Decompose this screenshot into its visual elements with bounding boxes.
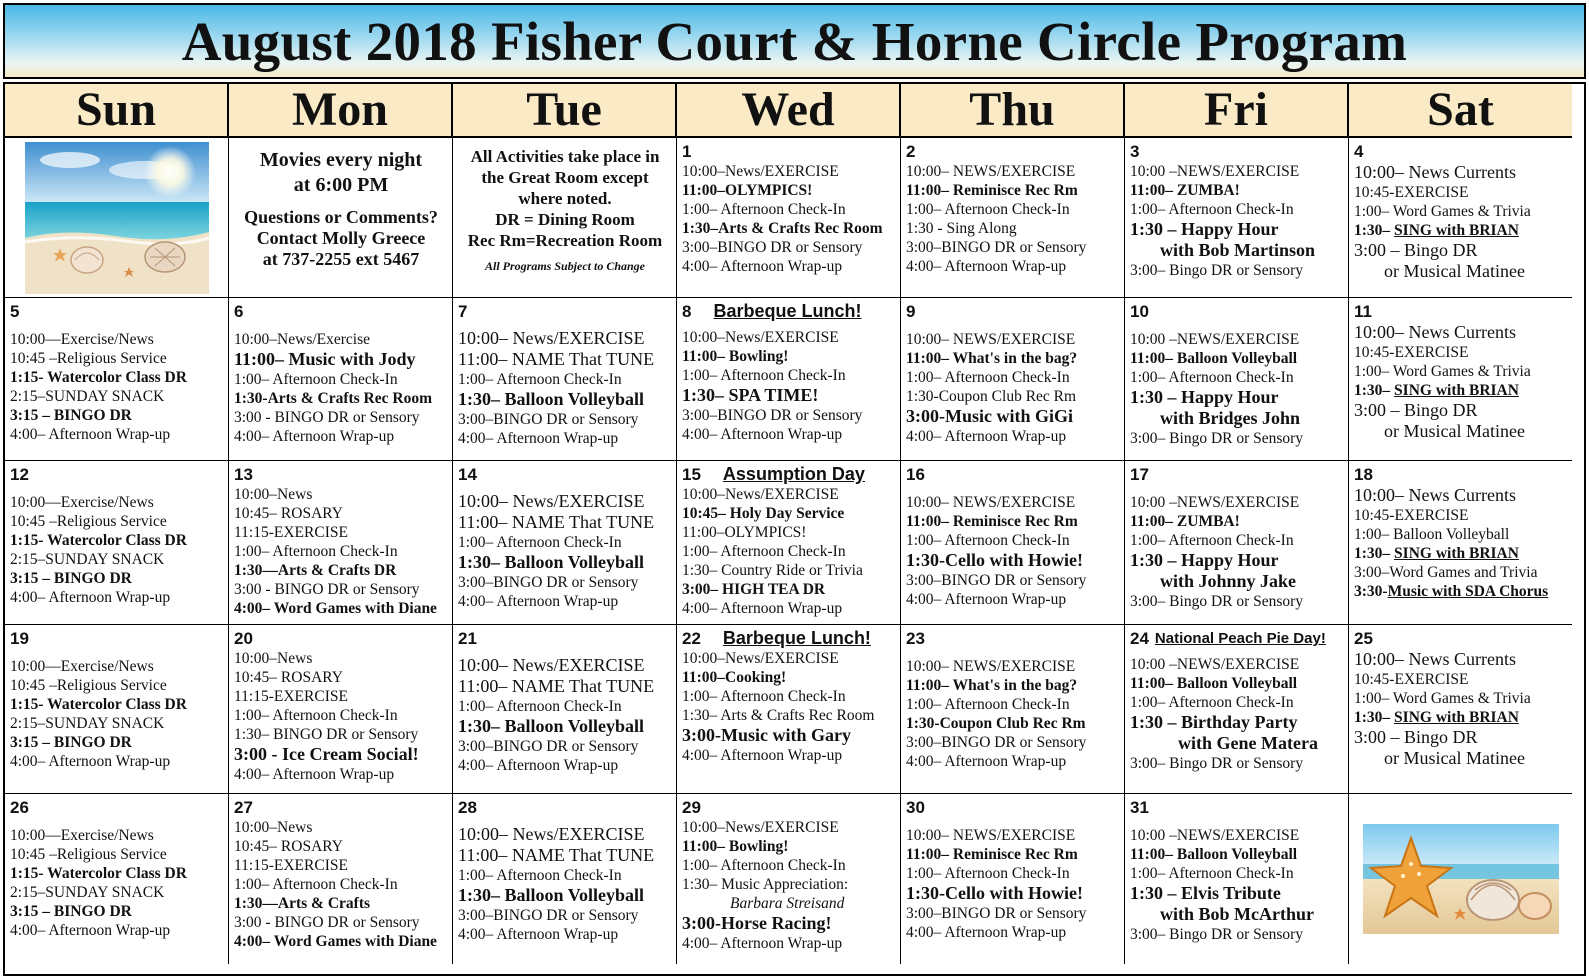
activity-line: 3:00–BINGO DR or Sensory (458, 411, 639, 428)
activity-line: 10:00– News Currents (1354, 322, 1516, 342)
activity-line: with Bob McArthur (1160, 904, 1314, 924)
activity-line: 10:00– NEWS/EXERCISE (906, 658, 1076, 675)
activity-line: or Musical Matinee (1384, 421, 1525, 441)
activity-line: 3:00– Bingo DR or Sensory (1130, 755, 1304, 772)
activity-line: 3:00– Bingo DR or Sensory (1130, 593, 1304, 610)
activity-line: 1:30– Balloon Volleyball (458, 552, 645, 572)
activity-line: 11:00– What's in the bag? (906, 350, 1078, 367)
activity-line: 2:15–SUNDAY SNACK (10, 884, 165, 901)
activity-line: 3:00–BINGO DR or Sensory (682, 239, 863, 256)
activity-line: 11:00–OLYMPICS! (682, 524, 807, 541)
activity-line: 1:30– BINGO DR or Sensory (234, 726, 419, 743)
info-movies-line3: Questions or Comments? (244, 207, 438, 227)
activity-line: Barbara Streisand (730, 895, 845, 912)
activity-line: 1:00– Afternoon Check-In (234, 876, 398, 893)
activity-line: 3:00–BINGO DR or Sensory (906, 572, 1087, 589)
day-number: 15 (682, 465, 701, 484)
day-cell-23 (901, 625, 1125, 794)
activity-line: 1:30– (1354, 709, 1395, 726)
activity-line: 1:30-Coupon Club Rec Rm (906, 715, 1086, 732)
calendar-grid (3, 82, 1586, 976)
activity-line: 1:30 – Birthday Party (1130, 712, 1298, 732)
activity-line: 1:00– Afternoon Check-In (906, 532, 1070, 549)
activity-line: 11:00– ZUMBA! (1130, 513, 1240, 530)
day-number: 13 (234, 465, 253, 484)
day-cell-1 (677, 138, 901, 298)
activity-line: 3:15 – BINGO DR (10, 734, 132, 751)
activity-line: 10:00– News Currents (1354, 485, 1516, 505)
activity-line: 10:00– NEWS/EXERCISE (906, 331, 1076, 348)
activity-line: 11:00– Balloon Volleyball (1130, 846, 1298, 863)
activity-line: 10:45 –Religious Service (10, 846, 167, 863)
activity-line: 3:00 - BINGO DR or Sensory (234, 581, 420, 598)
activity-line: 4:00– Afternoon Wrap-up (682, 747, 843, 764)
activity-line: 1:30 - Sing Along (906, 220, 1017, 237)
activity-line: 3:00 - BINGO DR or Sensory (234, 914, 420, 931)
day-cell-8 (677, 298, 901, 461)
activity-line: 1:30– Country Ride or Trivia (682, 562, 863, 579)
activity-line: 1:00– Afternoon Check-In (1130, 865, 1294, 882)
activity-line: 11:00– NAME That TUNE (458, 512, 655, 532)
day-number: 4 (1354, 142, 1364, 161)
activity-line: 1:00– Afternoon Check-In (906, 369, 1070, 386)
day-header-sat: Sat (1349, 84, 1572, 138)
activity-line: with Bob Martinson (1160, 240, 1316, 260)
activity-line: 10:45-EXERCISE (1354, 507, 1469, 524)
day-number: 29 (682, 798, 701, 817)
event-title: Barbeque Lunch! (713, 301, 862, 321)
activity-line: 4:00– Afternoon Wrap-up (10, 922, 171, 939)
day-cell-4 (1349, 138, 1572, 298)
activity-line: 11:00–OLYMPICS! (682, 182, 813, 199)
info-activities-line3: where noted. (518, 189, 612, 208)
day-number: 21 (458, 629, 477, 648)
activity-line: 1:00– Afternoon Check-In (682, 367, 846, 384)
day-cell-18 (1349, 461, 1572, 625)
day-cell-2 (901, 138, 1125, 298)
day-number: 31 (1130, 798, 1149, 817)
activity-line: SING with BRIAN (1394, 545, 1519, 562)
activity-line: 10:45-EXERCISE (1354, 344, 1469, 361)
activity-line: SING with BRIAN (1394, 382, 1519, 399)
day-cell-29 (677, 794, 901, 964)
event-title: National Peach Pie Day! (1154, 630, 1326, 647)
activity-line: 11:00– Bowling! (682, 348, 789, 365)
info-movies-line2: at 6:00 PM (293, 174, 389, 196)
day-cell-10 (1125, 298, 1349, 461)
day-cell-16 (901, 461, 1125, 625)
day-cell-27 (229, 794, 453, 964)
activity-line: 3:00–BINGO DR or Sensory (682, 407, 863, 424)
activity-line: 1:30—Arts & Crafts (234, 895, 371, 912)
day-number: 6 (234, 302, 244, 321)
activity-line: 10:00 –NEWS/EXERCISE (1130, 827, 1300, 844)
activity-line: 10:00–News/EXERCISE (682, 163, 839, 180)
activity-line: 3:00 - Ice Cream Social! (234, 744, 419, 764)
day-number: 10 (1130, 302, 1149, 321)
day-cell-24 (1125, 625, 1349, 794)
activity-line: 10:00–News/EXERCISE (682, 329, 839, 346)
activity-line: 10:00–News/EXERCISE (682, 819, 839, 836)
info-movies-line1: Movies every night (259, 149, 423, 171)
activity-line: 1:30–Arts & Crafts Rec Room (682, 220, 883, 237)
activity-line: SING with BRIAN (1394, 709, 1519, 726)
day-cell-31 (1125, 794, 1349, 964)
activity-line: 10:45 –Religious Service (10, 513, 167, 530)
day-number: 17 (1130, 465, 1149, 484)
activity-line: Music with SDA Chorus (1387, 583, 1549, 600)
day-header-thu: Thu (901, 84, 1125, 138)
activity-line: 1:30 – Happy Hour (1130, 550, 1279, 570)
activity-line: 1:00– Afternoon Check-In (906, 865, 1070, 882)
activity-line: 3:00–BINGO DR or Sensory (906, 239, 1087, 256)
activity-line: 10:00– News Currents (1354, 162, 1516, 182)
activity-line: 10:00–News (234, 650, 313, 667)
day-number: 22 (682, 629, 701, 648)
activity-line: 10:00–News/EXERCISE (682, 486, 839, 503)
activity-line: 3:00–BINGO DR or Sensory (906, 905, 1087, 922)
activity-line: 4:00– Afternoon Wrap-up (906, 428, 1067, 445)
activity-line: 1:00– Afternoon Check-In (458, 371, 622, 388)
activity-line: 1:00– Afternoon Check-In (906, 696, 1070, 713)
day-cell-21 (453, 625, 677, 794)
activity-line: 1:30– Arts & Crafts Rec Room (682, 707, 875, 724)
day-number: 27 (234, 798, 253, 817)
day-number: 18 (1354, 465, 1373, 484)
movies-info-cell (229, 138, 453, 298)
activity-line: 3:00–BINGO DR or Sensory (458, 738, 639, 755)
day-cell-30 (901, 794, 1125, 964)
day-header-fri: Fri (1125, 84, 1349, 138)
info-activities-line2: the Great Room except (481, 168, 649, 187)
activity-line: 3:30- (1354, 583, 1388, 600)
activity-line: 4:00– Afternoon Wrap-up (906, 753, 1067, 770)
activity-line: 1:30– SPA TIME! (682, 385, 819, 405)
activity-line: 1:30– (1354, 222, 1395, 239)
activity-line: 3:15 – BINGO DR (10, 903, 132, 920)
day-cell-7 (453, 298, 677, 461)
activity-line: 10:00 –NEWS/EXERCISE (1130, 656, 1300, 673)
activity-line: 10:45– Holy Day Service (682, 505, 845, 522)
activity-line: or Musical Matinee (1384, 748, 1525, 768)
activity-line: 11:00– Reminisce Rec Rm (906, 182, 1078, 199)
day-cell-14 (453, 461, 677, 625)
activity-line: 3:00–Word Games and Trivia (1354, 564, 1538, 581)
activity-line: 4:00– Afternoon Wrap-up (682, 600, 843, 617)
activity-line: 1:30– (1354, 382, 1395, 399)
activity-line: 1:30– Balloon Volleyball (458, 389, 645, 409)
activity-line: 1:15- Watercolor Class DR (10, 532, 187, 549)
activity-line: 10:45-EXERCISE (1354, 184, 1469, 201)
activity-line: 4:00– Afternoon Wrap-up (682, 258, 843, 275)
activity-line: 10:00– News/EXERCISE (458, 655, 645, 675)
activity-line: 11:00– Balloon Volleyball (1130, 675, 1298, 692)
activity-line: 10:00 –NEWS/EXERCISE (1130, 163, 1300, 180)
activity-line: 1:00– Afternoon Check-In (1130, 532, 1294, 549)
activity-line: 3:15 – BINGO DR (10, 407, 132, 424)
activity-line: 10:00– NEWS/EXERCISE (906, 827, 1076, 844)
activity-line: 3:00 – Bingo DR (1354, 240, 1478, 260)
activity-line: 1:00– Word Games & Trivia (1354, 363, 1531, 380)
day-number: 23 (906, 629, 925, 648)
activity-line: 1:30– Balloon Volleyball (458, 716, 645, 736)
activity-line: 1:30 – Elvis Tribute (1130, 883, 1281, 903)
day-cell-12 (5, 461, 229, 625)
activity-line: 10:45– ROSARY (234, 838, 343, 855)
activity-line: 1:00– Afternoon Check-In (458, 698, 622, 715)
day-number: 14 (458, 465, 477, 484)
day-cell-17 (1125, 461, 1349, 625)
activity-line: 4:00– Afternoon Wrap-up (10, 426, 171, 443)
activity-line: 11:00– Reminisce Rec Rm (906, 513, 1078, 530)
activity-line: 3:00– HIGH TEA DR (682, 581, 826, 598)
day-number: 3 (1130, 142, 1140, 161)
activity-line: 10:00 –NEWS/EXERCISE (1130, 494, 1300, 511)
activity-line: 4:00– Afternoon Wrap-up (682, 935, 843, 952)
activity-line: 1:00– Afternoon Check-In (234, 371, 398, 388)
activity-line: 10:00– News Currents (1354, 649, 1516, 669)
event-title: Assumption Day (722, 464, 865, 484)
day-header-tue: Tue (453, 84, 677, 138)
day-cell-26 (5, 794, 229, 964)
activity-line: 1:30-Cello with Howie! (906, 550, 1083, 570)
starfish-seashells-image (1349, 794, 1572, 964)
activity-line: 3:00 – Bingo DR (1354, 400, 1478, 420)
activity-line: 1:00– Afternoon Check-In (682, 543, 846, 560)
day-cell-13 (229, 461, 453, 625)
activity-line: 1:00– Balloon Volleyball (1354, 526, 1510, 543)
activity-line: 11:00– NAME That TUNE (458, 676, 655, 696)
activity-line: 3:15 – BINGO DR (10, 570, 132, 587)
beach-image-icon (25, 142, 209, 294)
activity-line: 1:15- Watercolor Class DR (10, 696, 187, 713)
activity-line: 11:15-EXERCISE (234, 524, 348, 541)
activity-line: 10:45-EXERCISE (1354, 671, 1469, 688)
activity-line: 4:00– Afternoon Wrap-up (458, 430, 619, 447)
day-number: 24 (1130, 629, 1149, 648)
activity-line: 1:30– Balloon Volleyball (458, 885, 645, 905)
day-number: 1 (682, 142, 692, 161)
page-title: August 2018 Fisher Court & Horne Circle Program (181, 10, 1408, 72)
activity-line: 1:00– Word Games & Trivia (1354, 203, 1531, 220)
activity-line: SING with BRIAN (1394, 222, 1519, 239)
activity-line: 1:00– Afternoon Check-In (682, 688, 846, 705)
activities-info-cell (453, 138, 677, 298)
activity-line: 10:00–News/EXERCISE (682, 650, 839, 667)
activity-line: 1:30 – Happy Hour (1130, 387, 1279, 407)
activity-line: 10:00 –NEWS/EXERCISE (1130, 331, 1300, 348)
activity-line: 3:00–BINGO DR or Sensory (906, 734, 1087, 751)
activity-line: 11:00– NAME That TUNE (458, 845, 655, 865)
info-activities-line1: All Activities take place in (470, 147, 660, 166)
activity-line: 10:00– NEWS/EXERCISE (906, 494, 1076, 511)
activity-line: 10:00– News/EXERCISE (458, 824, 645, 844)
info-activities-line5: Rec Rm=Recreation Room (467, 231, 663, 250)
day-cell-11 (1349, 298, 1572, 461)
day-number: 26 (10, 798, 29, 817)
activity-line: 2:15–SUNDAY SNACK (10, 388, 165, 405)
activity-line: 1:15- Watercolor Class DR (10, 369, 187, 386)
day-header-mon: Mon (229, 84, 453, 138)
activity-line: 2:15–SUNDAY SNACK (10, 715, 165, 732)
activity-line: 1:00– Afternoon Check-In (458, 534, 622, 551)
activity-line: 1:00– Afternoon Check-In (1130, 201, 1294, 218)
activity-line: 3:00 – Bingo DR (1354, 727, 1478, 747)
activity-line: 4:00– Afternoon Wrap-up (906, 258, 1067, 275)
activity-line: 1:00– Word Games & Trivia (1354, 690, 1531, 707)
activity-line: 3:00–BINGO DR or Sensory (458, 907, 639, 924)
activity-line: 10:00– News/EXERCISE (458, 491, 645, 511)
activity-line: 10:00—Exercise/News (10, 331, 154, 348)
activity-line: 11:00– What's in the bag? (906, 677, 1078, 694)
activity-line: 3:00–BINGO DR or Sensory (458, 574, 639, 591)
activity-line: 10:45– ROSARY (234, 505, 343, 522)
day-number: 16 (906, 465, 925, 484)
activity-line: 1:30– (1354, 545, 1395, 562)
activity-line: with Bridges John (1160, 408, 1301, 428)
activity-line: 4:00– Afternoon Wrap-up (682, 426, 843, 443)
day-cell-22 (677, 625, 901, 794)
activity-line: 3:00 - BINGO DR or Sensory (234, 409, 420, 426)
day-number: 12 (10, 465, 29, 484)
activity-line: 3:00– Bingo DR or Sensory (1130, 926, 1304, 943)
activity-line: 11:00– Bowling! (682, 838, 789, 855)
day-cell-25 (1349, 625, 1572, 794)
activity-line: 11:00– NAME That TUNE (458, 349, 655, 369)
info-movies-line5: at 737-2255 ext 5467 (262, 249, 420, 269)
activity-line: 10:45 –Religious Service (10, 350, 167, 367)
activity-line: 4:00– Word Games with Diane (234, 600, 437, 617)
day-number: 25 (1354, 629, 1373, 648)
activity-line: 4:00– Afternoon Wrap-up (458, 926, 619, 943)
activity-line: 10:00—Exercise/News (10, 494, 154, 511)
activity-line: 4:00– Afternoon Wrap-up (10, 589, 171, 606)
activity-line: 10:00– News/EXERCISE (458, 328, 645, 348)
event-title: Barbeque Lunch! (722, 628, 871, 648)
day-number: 2 (906, 142, 916, 161)
activity-line: with Johnny Jake (1160, 571, 1297, 591)
activity-line: 11:00– Reminisce Rec Rm (906, 846, 1078, 863)
activity-line: 10:00—Exercise/News (10, 827, 154, 844)
day-number: 8 (682, 302, 692, 321)
activity-line: 4:00– Afternoon Wrap-up (906, 591, 1067, 608)
activity-line: 4:00– Afternoon Wrap-up (458, 593, 619, 610)
activity-line: 3:00– Bingo DR or Sensory (1130, 430, 1304, 447)
activity-line: 2:15–SUNDAY SNACK (10, 551, 165, 568)
activity-line: 4:00– Afternoon Wrap-up (234, 766, 395, 783)
beach-seashells-image (5, 138, 229, 298)
activity-line: 10:45– ROSARY (234, 669, 343, 686)
activity-line: 4:00– Afternoon Wrap-up (458, 757, 619, 774)
activity-line: 1:30—Arts & Crafts DR (234, 562, 397, 579)
day-cell-6 (229, 298, 453, 461)
day-number: 5 (10, 302, 20, 321)
day-cell-3 (1125, 138, 1349, 298)
starfish-image-icon (1363, 824, 1559, 934)
activity-line: 10:00—Exercise/News (10, 658, 154, 675)
day-number: 19 (10, 629, 29, 648)
day-cell-9 (901, 298, 1125, 461)
title-banner (3, 3, 1586, 79)
activity-line: 4:00– Afternoon Wrap-up (10, 753, 171, 770)
activity-line: 1:00– Afternoon Check-In (682, 201, 846, 218)
activity-line: 1:30-Coupon Club Rec Rm (906, 388, 1077, 405)
day-cell-28 (453, 794, 677, 964)
activity-line: 10:45 –Religious Service (10, 677, 167, 694)
day-number: 11 (1354, 302, 1372, 321)
activity-line: 11:00– ZUMBA! (1130, 182, 1240, 199)
activity-line: 3:00-Horse Racing! (682, 913, 832, 933)
activity-line: 11:15-EXERCISE (234, 857, 348, 874)
activity-line: 1:00– Afternoon Check-In (906, 201, 1070, 218)
day-cell-20 (229, 625, 453, 794)
activity-line: 4:00– Afternoon Wrap-up (234, 428, 395, 445)
activity-line: 10:00–News (234, 486, 313, 503)
activity-line: with Gene Matera (1178, 733, 1318, 753)
activity-line: 10:00–News/Exercise (234, 331, 371, 348)
activity-line: 1:00– Afternoon Check-In (458, 867, 622, 884)
activity-line: 3:00-Music with GiGi (906, 406, 1073, 426)
day-number: 9 (906, 302, 916, 321)
day-cell-19 (5, 625, 229, 794)
day-number: 28 (458, 798, 477, 817)
activity-line: 1:30-Cello with Howie! (906, 883, 1083, 903)
day-number: 20 (234, 629, 253, 648)
activity-line: 10:00– NEWS/EXERCISE (906, 163, 1076, 180)
activity-line: 1:00– Afternoon Check-In (1130, 694, 1294, 711)
activity-line: 1:30 – Happy Hour (1130, 219, 1279, 239)
activity-line: 1:15- Watercolor Class DR (10, 865, 187, 882)
activity-line: 1:00– Afternoon Check-In (234, 707, 398, 724)
activity-line: 11:00–Cooking! (682, 669, 787, 686)
activity-line: 4:00– Word Games with Diane (234, 933, 437, 950)
day-cell-15 (677, 461, 901, 625)
info-activities-line4: DR = Dining Room (495, 210, 635, 229)
activity-line: 1:30– Music Appreciation: (682, 876, 849, 893)
day-number: 7 (458, 302, 468, 321)
activity-line: 1:00– Afternoon Check-In (1130, 369, 1294, 386)
activity-line: 3:00-Music with Gary (682, 725, 851, 745)
activity-line: 11:00– Balloon Volleyball (1130, 350, 1298, 367)
activity-line: 1:00– Afternoon Check-In (234, 543, 398, 560)
day-header-wed: Wed (677, 84, 901, 138)
activity-line: 11:00– Music with Jody (234, 349, 416, 369)
day-header-sun: Sun (5, 84, 229, 138)
day-number: 30 (906, 798, 925, 817)
activity-line: 3:00– Bingo DR or Sensory (1130, 262, 1304, 279)
activity-line: 1:00– Afternoon Check-In (682, 857, 846, 874)
activity-line: 1:30-Arts & Crafts Rec Room (234, 390, 432, 407)
activity-line: 4:00– Afternoon Wrap-up (906, 924, 1067, 941)
activity-line: 10:00–News (234, 819, 313, 836)
activity-line: or Musical Matinee (1384, 261, 1525, 281)
day-cell-5 (5, 298, 229, 461)
info-movies-line4: Contact Molly Greece (256, 228, 426, 248)
info-activities-note: All Programs Subject to Change (484, 259, 646, 273)
activity-line: 11:15-EXERCISE (234, 688, 348, 705)
